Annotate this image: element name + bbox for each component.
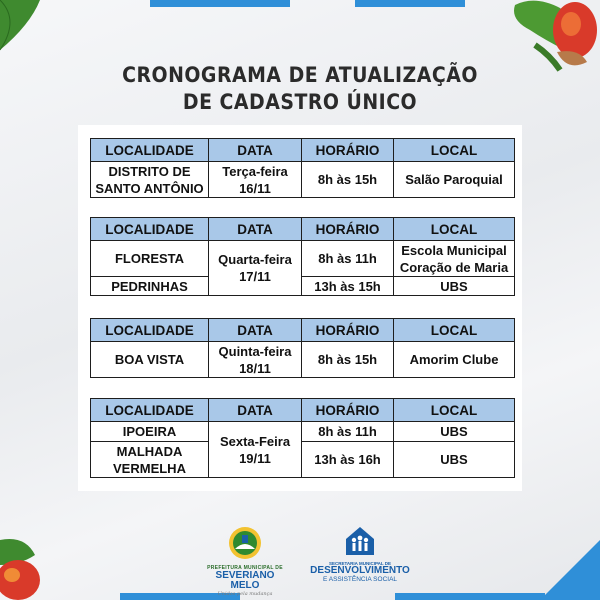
cell-horario: 8h às 15h (302, 342, 394, 378)
table-header-row (91, 139, 515, 162)
cell-local: Salão Paroquial (394, 162, 515, 198)
prefeitura-logo (200, 525, 290, 597)
header-localidade: LOCALIDADE (91, 319, 209, 342)
cell-localidade: BOA VISTA (91, 342, 209, 378)
cell-localidade: MALHADA VERMELHA (91, 442, 209, 478)
schedule-table (90, 318, 515, 378)
bottom-accent-bar (395, 593, 545, 600)
cell-localidade: IPOEIRA (91, 422, 209, 442)
page-title (0, 62, 600, 116)
title-line-1: CRONOGRAMA DE ATUALIZAÇÃO (122, 63, 478, 87)
prefeitura-name: SEVERIANO MELO (215, 570, 275, 591)
table-row (91, 277, 515, 296)
cell-local: Escola Municipal Coração de Maria (394, 241, 515, 277)
table-row (91, 162, 515, 198)
secretaria-subtitle: E ASSISTÊNCIA SOCIAL (322, 576, 398, 583)
header-horario: HORÁRIO (302, 218, 394, 241)
schedule-table (90, 398, 515, 478)
header-data: DATA (209, 399, 302, 422)
table-row (91, 422, 515, 442)
header-localidade: LOCALIDADE (91, 139, 209, 162)
table-header-row (91, 399, 515, 422)
header-local: LOCAL (394, 139, 515, 162)
prefeitura-label: PREFEITURA MUNICIPAL DE (207, 565, 283, 571)
title-line-2: DE CADASTRO ÚNICO (182, 90, 418, 114)
cell-horario: 8h às 15h (302, 162, 394, 198)
header-localidade: LOCALIDADE (91, 399, 209, 422)
header-data: DATA (209, 319, 302, 342)
secretaria-logo (305, 525, 415, 583)
cell-horario: 8h às 11h (302, 241, 394, 277)
schedule-table (90, 217, 515, 296)
cell-local: Amorim Clube (394, 342, 515, 378)
header-horario: HORÁRIO (302, 399, 394, 422)
prefeitura-emblem-icon (225, 525, 265, 561)
header-horario: HORÁRIO (302, 319, 394, 342)
cell-localidade: FLORESTA (91, 241, 209, 277)
cashew-fruit-decoration (0, 535, 55, 600)
cell-local: UBS (394, 277, 515, 296)
header-local: LOCAL (394, 399, 515, 422)
header-local: LOCAL (394, 319, 515, 342)
cell-data: Quarta-feira 17/11 (209, 241, 302, 296)
table-header-row (91, 218, 515, 241)
table-row (91, 241, 515, 277)
cell-horario: 13h às 15h (302, 277, 394, 296)
top-accent-bar (150, 0, 290, 7)
prefeitura-slogan: Unidos pela mudança (217, 591, 273, 597)
cell-local: UBS (394, 422, 515, 442)
table-row (91, 442, 515, 478)
leaf-decoration (0, 0, 45, 55)
cell-localidade: PEDRINHAS (91, 277, 209, 296)
secretaria-name: DESENVOLVIMENTO (310, 565, 410, 576)
header-data: DATA (209, 218, 302, 241)
corner-accent (540, 540, 600, 600)
family-house-icon (343, 525, 377, 557)
schedule-table (90, 138, 515, 198)
cell-data: Terça-feira 16/11 (209, 162, 302, 198)
cell-data: Quinta-feira 18/11 (209, 342, 302, 378)
header-local: LOCAL (394, 218, 515, 241)
cell-local: UBS (394, 442, 515, 478)
cell-data: Sexta-Feira 19/11 (209, 422, 302, 478)
top-accent-bar (355, 0, 465, 7)
header-data: DATA (209, 139, 302, 162)
header-horario: HORÁRIO (302, 139, 394, 162)
cell-localidade: DISTRITO DE SANTO ANTÔNIO (91, 162, 209, 198)
cell-horario: 8h às 11h (302, 422, 394, 442)
secretaria-label: SECRETARIA MUNICIPAL DE (328, 561, 392, 566)
cell-horario: 13h às 16h (302, 442, 394, 478)
table-row (91, 342, 515, 378)
table-header-row (91, 319, 515, 342)
header-localidade: LOCALIDADE (91, 218, 209, 241)
